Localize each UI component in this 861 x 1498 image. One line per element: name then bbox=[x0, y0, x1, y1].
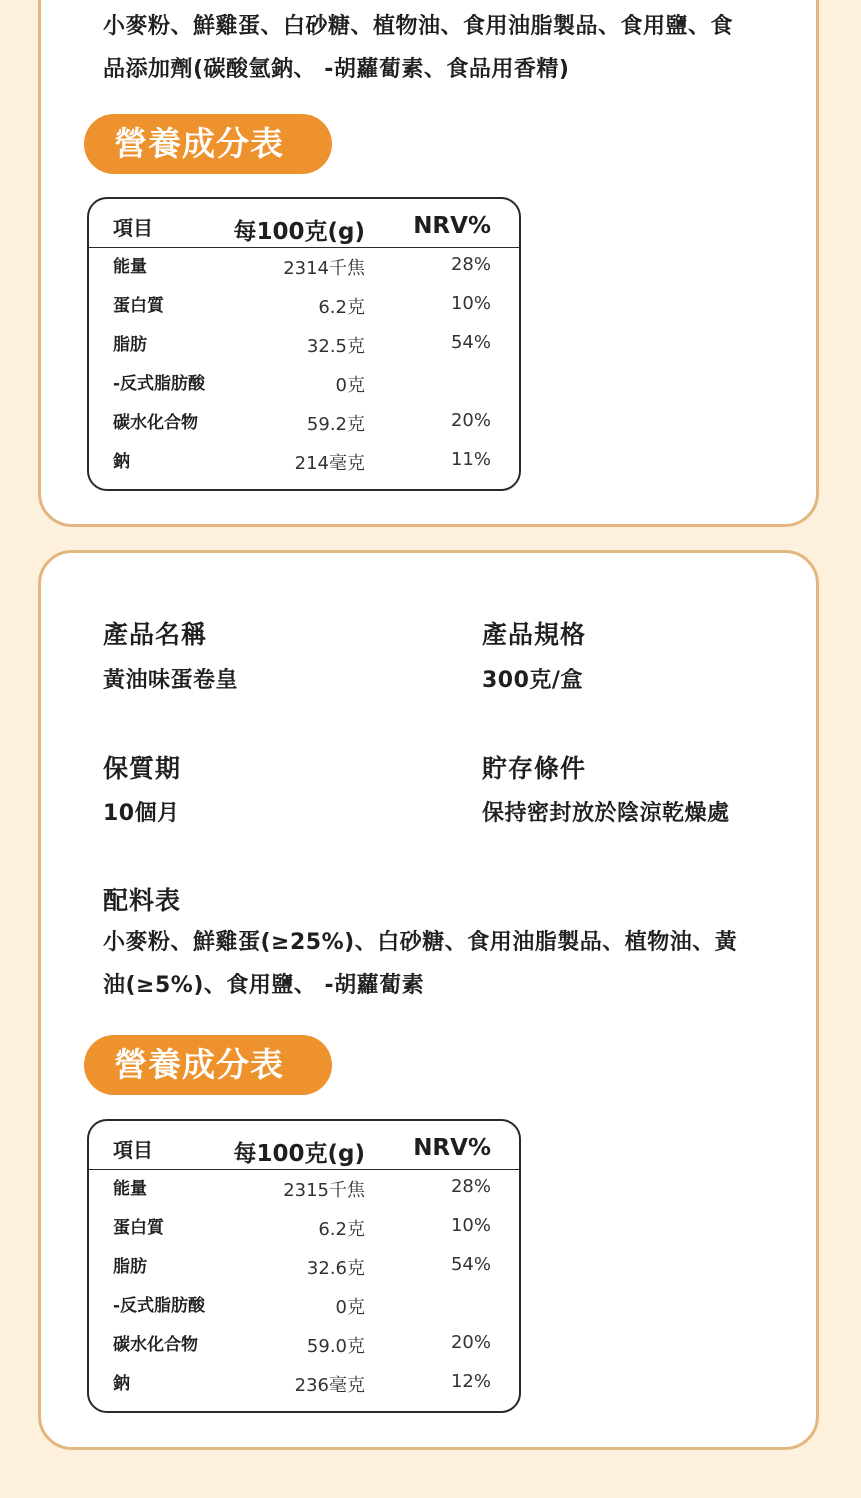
row-item: 碳水化合物 bbox=[113, 413, 198, 433]
spec-label: 產品規格 bbox=[482, 620, 587, 649]
ingredients-line: 油(≥5%)、食用鹽、 -胡蘿蔔素 bbox=[103, 973, 425, 998]
header-item: 項目 bbox=[113, 1138, 153, 1162]
row-nrv: 20% bbox=[450, 410, 491, 431]
row-per100: 6.2克 bbox=[318, 297, 365, 318]
ingredients-line: 品添加劑(碳酸氫鈉、 -胡蘿蔔素、食品用香精) bbox=[103, 57, 570, 82]
row-item: 能量 bbox=[113, 257, 147, 277]
nutrition-table bbox=[87, 197, 521, 491]
header-per100: 每100克(g) bbox=[233, 219, 365, 245]
row-nrv: 10% bbox=[450, 1215, 491, 1236]
table-row bbox=[89, 1365, 519, 1404]
table-header bbox=[89, 199, 519, 248]
product-name-value: 黃油味蛋卷皇 bbox=[103, 668, 239, 693]
table-row bbox=[89, 1248, 519, 1287]
ingredients-text bbox=[103, 5, 803, 91]
row-per100: 0克 bbox=[335, 375, 365, 396]
header-item: 項目 bbox=[113, 216, 153, 240]
row-item: 鈉 bbox=[113, 452, 130, 472]
row-per100: 0克 bbox=[335, 1297, 365, 1318]
header-per100: 每100克(g) bbox=[233, 1141, 365, 1167]
row-nrv: 10% bbox=[450, 293, 491, 314]
spec-value: 300克/盒 bbox=[482, 668, 583, 693]
product-card-2 bbox=[38, 550, 819, 1450]
nutrition-table bbox=[87, 1119, 521, 1413]
nutrition-title-badge: 營養成分表 bbox=[84, 1035, 332, 1095]
row-item: -反式脂肪酸 bbox=[113, 1296, 206, 1316]
storage-label: 貯存條件 bbox=[482, 754, 587, 783]
table-row bbox=[89, 1209, 519, 1248]
table-row bbox=[89, 443, 519, 482]
row-per100: 2314千焦 bbox=[283, 258, 365, 279]
row-nrv: 12% bbox=[450, 1371, 491, 1392]
storage-value: 保持密封放於陰涼乾燥處 bbox=[482, 801, 730, 826]
row-per100: 236毫克 bbox=[294, 1375, 365, 1396]
table-row bbox=[89, 1170, 519, 1209]
row-nrv: 54% bbox=[450, 332, 491, 353]
row-per100: 6.2克 bbox=[318, 1219, 365, 1240]
nutrition-title-badge: 營養成分表 bbox=[84, 114, 332, 174]
row-per100: 32.6克 bbox=[306, 1258, 365, 1279]
table-row bbox=[89, 326, 519, 365]
table-row bbox=[89, 1287, 519, 1326]
row-nrv: 54% bbox=[450, 1254, 491, 1275]
row-nrv: 28% bbox=[450, 254, 491, 275]
ingredients-line: 小麥粉、鮮雞蛋(≥25%)、白砂糖、食用油脂製品、植物油、黃 bbox=[103, 930, 738, 955]
row-item: 鈉 bbox=[113, 1374, 130, 1394]
table-row bbox=[89, 1326, 519, 1365]
table-row bbox=[89, 248, 519, 287]
header-nrv: NRV% bbox=[413, 1135, 491, 1161]
ingredients-line: 小麥粉、鮮雞蛋、白砂糖、植物油、食用油脂製品、食用鹽、食 bbox=[103, 14, 734, 39]
table-row bbox=[89, 365, 519, 404]
row-item: 脂肪 bbox=[113, 1257, 147, 1277]
table-header bbox=[89, 1121, 519, 1170]
row-nrv: 28% bbox=[450, 1176, 491, 1197]
row-item: 能量 bbox=[113, 1179, 147, 1199]
header-nrv: NRV% bbox=[413, 213, 491, 239]
shelf-life-value: 10個月 bbox=[103, 801, 180, 826]
row-nrv: 11% bbox=[450, 449, 491, 470]
row-item: 蛋白質 bbox=[113, 296, 164, 316]
row-per100: 59.0克 bbox=[306, 1336, 365, 1357]
row-per100: 59.2克 bbox=[306, 414, 365, 435]
row-item: -反式脂肪酸 bbox=[113, 374, 206, 394]
table-row bbox=[89, 404, 519, 443]
ingredients-text bbox=[103, 921, 803, 1007]
product-name-label: 產品名稱 bbox=[103, 620, 208, 649]
shelf-life-label: 保質期 bbox=[103, 754, 182, 783]
row-item: 碳水化合物 bbox=[113, 1335, 198, 1355]
table-row bbox=[89, 287, 519, 326]
ingredients-label: 配料表 bbox=[103, 886, 182, 915]
row-nrv: 20% bbox=[450, 1332, 491, 1353]
row-per100: 32.5克 bbox=[306, 336, 365, 357]
row-per100: 214毫克 bbox=[294, 453, 365, 474]
product-card-1 bbox=[38, 0, 819, 527]
row-per100: 2315千焦 bbox=[283, 1180, 365, 1201]
row-item: 蛋白質 bbox=[113, 1218, 164, 1238]
row-item: 脂肪 bbox=[113, 335, 147, 355]
